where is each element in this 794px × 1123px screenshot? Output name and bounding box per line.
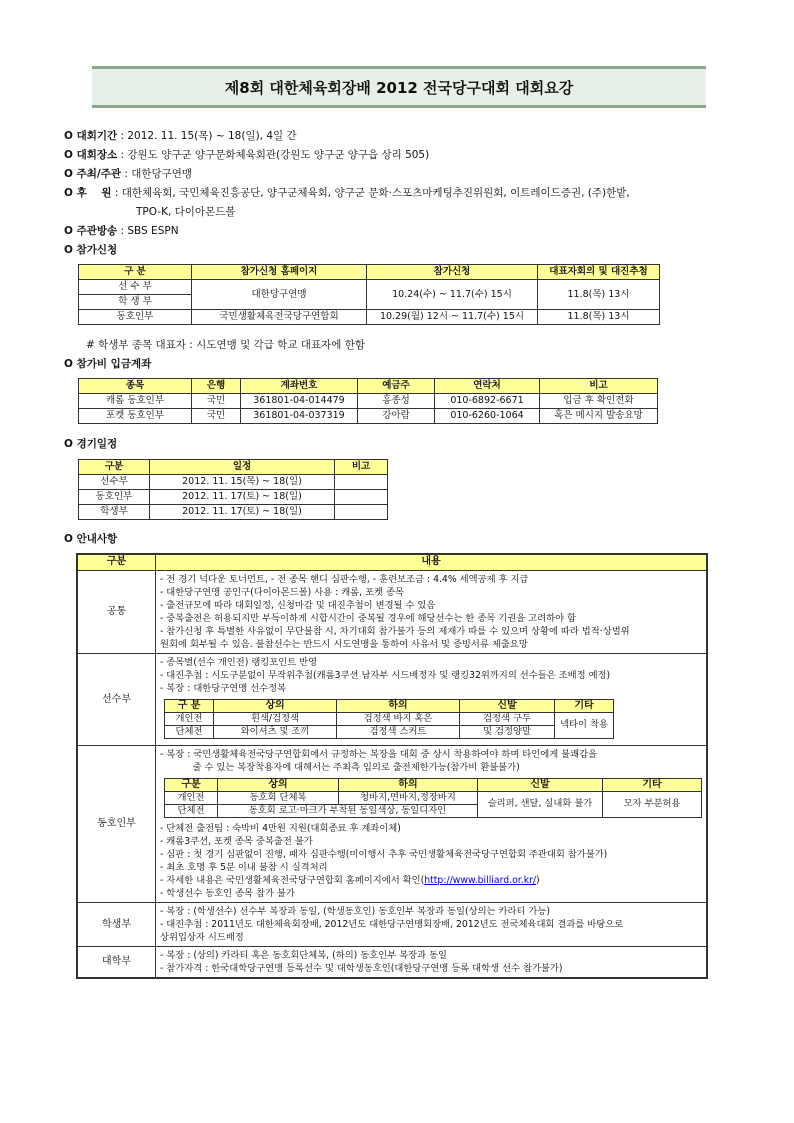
cell: 선수부 [79, 475, 150, 490]
text-line: - 출전규모에 따라 대회일정, 신청마감 및 대진추첨이 변경될 수 있음 [160, 599, 436, 611]
cell: 및 검정양말 [460, 725, 555, 738]
cell: 국민 [192, 409, 241, 424]
text: ) [536, 874, 540, 886]
row-label-player: 선수부 [77, 653, 156, 745]
th: 참가신청 홈페이지 [192, 265, 367, 280]
text-line: - 복장 : 대한당구연맹 선수정복 [160, 682, 287, 694]
cell: 강아람 [358, 409, 435, 424]
th: 연락처 [435, 379, 540, 394]
th: 구분 [165, 778, 218, 791]
text-line: - 복장 : (상의) 카라티 혹은 동호회단체복, (하의) 동호인부 복장과 동일 [160, 949, 448, 961]
text-line: - 복장 : 국민생활체육전국당구연합회에서 규정하는 복장을 대회 중 상시 착용하여야 하며 타인에게 불쾌감을 [160, 748, 598, 760]
th: 내용 [156, 554, 708, 570]
th: 구분 [77, 554, 156, 570]
cell: 11.8(목) 13시 [538, 310, 660, 325]
cell: 선 수 부 [79, 280, 192, 295]
cell: 캐롬 동호인부 [79, 394, 192, 409]
cell: 단체전 [165, 725, 214, 738]
section-apply: O 참가신청 [64, 244, 118, 256]
text-line: - 대한당구연맹 공인구(다이아몬드볼) 사용 : 캐롬, 포켓 종목 [160, 586, 404, 598]
th: 구 분 [165, 699, 214, 712]
schedule-table [78, 459, 388, 520]
text-line: 원회에 회부될 수 있음. 불참선수는 반드시 시도연맹을 통하여 사유서 및 증빙서류 제출요망 [160, 638, 528, 650]
th: 참가신청 [367, 265, 538, 280]
cell: 포켓 동호인부 [79, 409, 192, 424]
text-line: - 학생선수 동호인 종목 참가 불가 [160, 887, 295, 899]
th: 기타 [555, 699, 614, 712]
text-line-with-link [160, 874, 702, 887]
th: 은행 [192, 379, 241, 394]
player-dress-table [164, 699, 614, 739]
cell: 단체전 [165, 804, 218, 817]
cell: 슬리퍼, 샌달, 실내화 불가 [478, 791, 603, 817]
amateur-dress-table [164, 778, 702, 818]
th: 예금주 [358, 379, 435, 394]
billiard-homepage-link[interactable]: http://www.billiard.or.kr/ [424, 874, 537, 886]
th: 기타 [603, 778, 702, 791]
cell: 검정색 스커트 [337, 725, 460, 738]
cell: 동호인부 [79, 310, 192, 325]
row-label-amateur: 동호인부 [77, 745, 156, 902]
th: 계좌번호 [241, 379, 358, 394]
cell: 2012. 11. 17(토) ~ 18(일) [150, 505, 335, 520]
cell: 10.24(수) ~ 11.7(수) 15시 [367, 280, 538, 310]
cell [335, 475, 388, 490]
row-label-common: 공통 [77, 570, 156, 653]
text-line: - 최초 호명 후 5분 이내 불참 시 실격처리 [160, 861, 328, 873]
th: 구분 [79, 460, 150, 475]
apply-note: # 학생부 종목 대표자 : 시도연맹 및 각급 학교 대표자에 한함 [86, 339, 365, 351]
cell: 모자 부분허용 [603, 791, 702, 817]
info-sponsor-cont: TPO-K, 다이아몬드볼 [136, 206, 236, 218]
th: 하의 [337, 699, 460, 712]
text-line: - 캐롬3쿠션, 포켓 종목 중복출전 불가 [160, 835, 313, 847]
cell: 대한당구연맹 [192, 280, 367, 310]
cell: 동호인부 [79, 490, 150, 505]
text-line: - 대진추첨 : 시도구분없이 무작위추첨(캐롬3쿠션 남자부 시드배정자 및 랭킹32위까지의 선수들은 조배정 예정) [160, 669, 611, 681]
th: 하의 [339, 778, 478, 791]
cell: 청바지,면바지,정장바지 [339, 791, 478, 804]
th: 상의 [218, 778, 339, 791]
info-period: O 대회기간 : 2012. 11. 15(목) ~ 18(일), 4일 간 [64, 130, 297, 142]
th: 대표자회의 및 대진추첨 [538, 265, 660, 280]
text-line: 줄 수 있는 복장착용자에 대해서는 주최측 임의로 출전제한가능(참가비 환불불가) [160, 761, 520, 773]
common-content [156, 570, 708, 653]
player-content [156, 653, 708, 745]
cell: 입금 후 확인전화 [540, 394, 658, 409]
cell: 검정색 바지 혹은 [337, 712, 460, 725]
cell: 개인전 [165, 791, 218, 804]
guide-table [76, 553, 708, 979]
cell: 개인전 [165, 712, 214, 725]
page-title: 제8회 대한체육회장배 2012 전국당구대회 대회요강 [92, 66, 706, 108]
cell: 11.8(목) 13시 [538, 280, 660, 310]
section-fee: O 참가비 입금계좌 [64, 358, 152, 370]
cell: 국민 [192, 394, 241, 409]
text-line: - 심판 : 첫 경기 심판없이 진행, 패자 심판수행(미이행시 추후 국민생활체육전국당구연합회 주관대회 참가불가) [160, 848, 608, 860]
cell [335, 490, 388, 505]
info-venue: O 대회장소 : 강원도 양구군 양구문화체육회관(강원도 양구군 양구읍 상리 505) [64, 149, 430, 161]
cell [335, 505, 388, 520]
amateur-content [156, 745, 708, 902]
th: 종목 [79, 379, 192, 394]
student-content [156, 902, 708, 946]
text-line: - 복장 : (학생선수) 선수부 복장과 동일, (학생동호인) 동호인부 복장과 동일(상의는 카라티 가능) [160, 905, 550, 917]
text-line: - 참가신청 후 특별한 사유없이 무단불참 시, 차기대회 참가불가 등의 제재가 따를 수 있으며 상황에 따라 법적·상벌위 [160, 625, 630, 637]
th: 비고 [540, 379, 658, 394]
cell: 010-6260-1064 [435, 409, 540, 424]
cell: 혹은 메시지 발송요망 [540, 409, 658, 424]
row-label-college: 대학부 [77, 946, 156, 978]
cell: 국민생활체육전국당구연합회 [192, 310, 367, 325]
th: 일정 [150, 460, 335, 475]
cell: 동호회 로고·마크가 부착된 동일색상, 동일디자인 [218, 804, 478, 817]
college-content [156, 946, 708, 978]
text-line: - 대진추첨 : 2011년도 대한체육회장배, 2012년도 대한당구연맹회장배, 2012년도 전국체육대회 결과를 바탕으로 [160, 918, 624, 930]
cell: 10.29(월) 12시 ~ 11.7(수) 15시 [367, 310, 538, 325]
fee-table [78, 378, 658, 424]
cell: 2012. 11. 15(목) ~ 18(일) [150, 475, 335, 490]
cell: 361801-04-014479 [241, 394, 358, 409]
cell: 학생부 [79, 505, 150, 520]
section-schedule: O 경기일정 [64, 438, 118, 450]
th: 비고 [335, 460, 388, 475]
cell: 넥타이 착용 [555, 712, 614, 738]
cell: 361801-04-037319 [241, 409, 358, 424]
th: 신발 [460, 699, 555, 712]
text: - 자세한 내용은 국민생활체육전국당구연합회 홈페이지에서 확인( [160, 874, 425, 886]
text-line: - 전 경기 넉다운 토너먼트, - 전 종목 핸디 심판수행, - 훈련보조금 : 4.4% 세액공제 후 지급 [160, 573, 529, 585]
cell: 010-6892-6671 [435, 394, 540, 409]
text-line: - 중복출전은 허용되지만 부득이하게 시합시간이 중복될 경우에 해당선수는 한 종목 기권을 고려하야 함 [160, 612, 577, 624]
info-host: O 주최/주관 : 대한당구연맹 [64, 168, 193, 180]
text-line: - 종목별(선수 개인전) 랭킹포인트 반영 [160, 656, 318, 668]
cell: 2012. 11. 17(토) ~ 18(일) [150, 490, 335, 505]
cell: 홍종성 [358, 394, 435, 409]
info-sponsor: O 후 원 : 대한체육회, 국민체육진흥공단, 양구군체육회, 양구군 문화·스포츠마케팅추진위원회, 이트레이드증권, (주)한밭, [64, 187, 630, 199]
row-label-student: 학생부 [77, 902, 156, 946]
cell: 와이셔츠 및 조끼 [214, 725, 337, 738]
section-guide: O 안내사항 [64, 533, 118, 545]
apply-table [78, 264, 660, 325]
text-line: 상위입상자 시드배정 [160, 931, 244, 943]
cell: 검정색 구두 [460, 712, 555, 725]
text-line: - 단체전 출전팀 : 숙박비 4만원 지원(대회종료 후 계좌이체) [160, 822, 401, 834]
cell: 동호회 단체복 [218, 791, 339, 804]
text-line: - 참가자격 : 한국대학당구연맹 등록선수 및 대학생동호인(대한당구연맹 등록 대학생 선수 참가불가) [160, 962, 563, 974]
cell: 흰색/검정색 [214, 712, 337, 725]
th: 상의 [214, 699, 337, 712]
th: 구 분 [79, 265, 192, 280]
info-broadcast: O 주관방송 : SBS ESPN [64, 225, 179, 237]
cell: 학 생 부 [79, 295, 192, 310]
th: 신발 [478, 778, 603, 791]
